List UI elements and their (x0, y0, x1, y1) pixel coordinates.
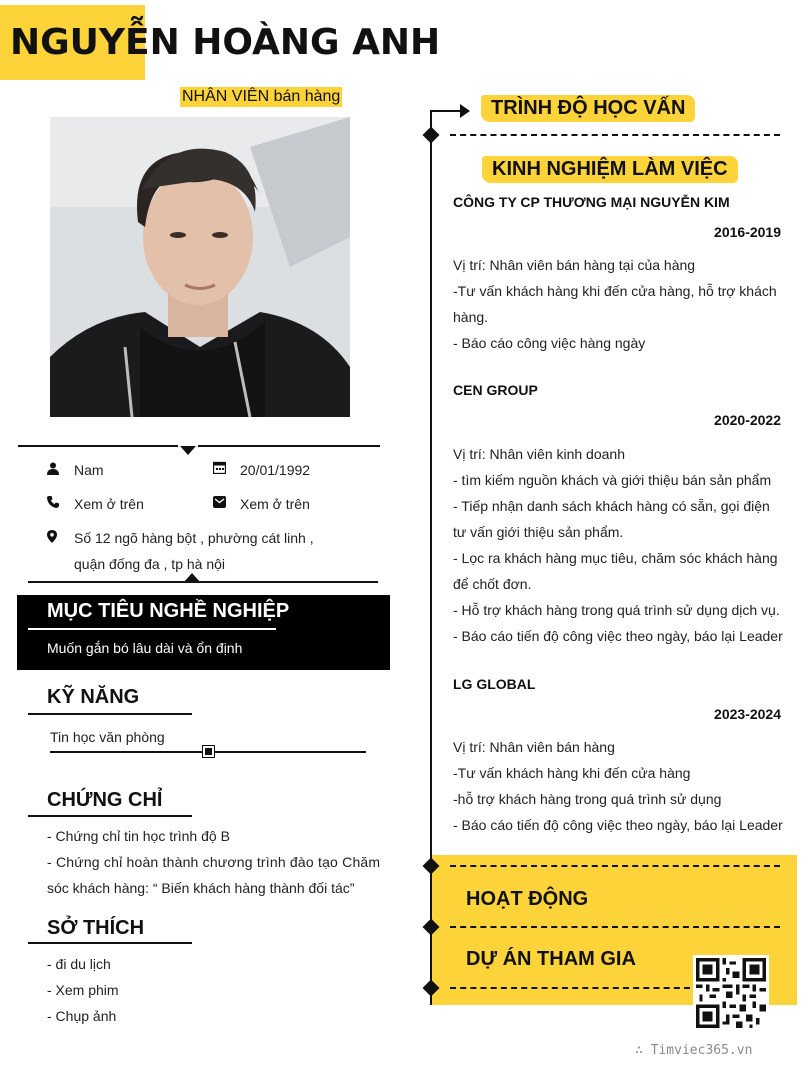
job-years: 2020-2022 (714, 412, 781, 428)
gender-value: Nam (74, 462, 104, 478)
objective-title: MỤC TIÊU NGHỀ NGHIỆP (47, 600, 290, 622)
hobbies-title: SỞ THÍCH (47, 917, 145, 939)
objective-text: Muốn gắn bó lâu dài và ổn định (47, 640, 243, 656)
job-years: 2016-2019 (714, 224, 781, 240)
skills-title: KỸ NĂNG (47, 686, 140, 708)
certificates-list (47, 823, 379, 901)
location-pin-icon (45, 530, 59, 544)
hobby-item: - đi du lịch (47, 956, 111, 972)
job-company: CEN GROUP (453, 382, 538, 398)
job-line: - Hỗ trợ khách hàng trong quá trình sử dụng dịch vụ. (453, 602, 780, 618)
job-line: tư vấn giới thiệu sản phẩm. (453, 524, 624, 540)
arrow-right-icon (460, 104, 470, 118)
watermark (635, 1043, 752, 1058)
job-line: -Tư vấn khách hàng khi đến cửa hàng, hỗ trợ khách (453, 283, 777, 299)
job-line: - Báo cáo công việc hàng ngày (453, 335, 646, 351)
job-description (453, 734, 783, 838)
job-line: để chốt đơn. (453, 576, 532, 592)
divider-line (198, 445, 380, 447)
birthdate-value: 20/01/1992 (240, 462, 311, 478)
hobby-item: - Xem phim (47, 982, 119, 998)
job-line: -Tư vấn khách hàng khi đến cửa hàng (453, 765, 691, 781)
skill-level-bar (50, 751, 366, 753)
experience-title: KINH NGHIỆM LÀM VIỆC (482, 156, 738, 183)
address-line-2: quận đống đa , tp hà nội (74, 556, 226, 572)
timeline-diamond (423, 127, 440, 144)
job-line: -hỗ trợ khách hàng trong quá trình sử dụng (453, 791, 722, 807)
dashed-separator (450, 865, 780, 867)
profile-photo (50, 117, 350, 417)
hobbies-list (47, 951, 119, 1029)
dashed-separator (450, 134, 780, 136)
job-line: - Báo cáo tiến độ công việc theo ngày, báo lại Leader (453, 628, 783, 644)
job-line: Vị trí: Nhân viên bán hàng tại của hàng (453, 257, 696, 273)
job-line: - tìm kiếm nguồn khách và giới thiệu bán sản phẩm (453, 472, 772, 488)
divider-arrow-down (180, 446, 196, 455)
job-line: - Lọc ra khách hàng mục tiêu, chăm sóc khách hàng (453, 550, 778, 566)
timeline-arrow-shaft (430, 110, 462, 112)
dashed-separator (450, 926, 780, 928)
job-position: NHÂN VIÊN bán hàng (182, 88, 341, 105)
job-description (453, 252, 783, 356)
calendar-icon (212, 461, 226, 475)
person-icon (46, 462, 60, 476)
certificate-line: sóc khách hàng: “ Biến khách hàng thành đối tác” (47, 880, 355, 896)
job-line: Vị trí: Nhân viên kinh doanh (453, 446, 625, 462)
certificate-line: - Chứng chỉ tin học trình độ B (47, 828, 230, 844)
email-value: Xem ở trên (240, 496, 310, 512)
activities-title: HOẠT ĐỘNG (466, 888, 589, 910)
education-title: TRÌNH ĐỘ HỌC VẤN (481, 95, 695, 122)
candidate-name: NGUYỄN HOÀNG ANH (10, 22, 441, 63)
hobby-item: - Chụp ảnh (47, 1008, 117, 1024)
qr-code-icon (693, 955, 769, 1031)
divider-arrow-up (184, 573, 200, 582)
skill-name: Tin học văn phòng (50, 729, 165, 745)
certificates-title: CHỨNG CHỈ (47, 789, 163, 811)
phone-value: Xem ở trên (74, 496, 144, 512)
watermark-icon: ∴ (635, 1043, 651, 1058)
skill-level-marker (203, 746, 214, 757)
job-company: CÔNG TY CP THƯƠNG MẠI NGUYỄN KIM (453, 194, 730, 210)
certificate-line: - Chứng chỉ hoàn thành chương trình đào tạo Chăm (47, 854, 381, 870)
watermark-text: Timviec365.vn (650, 1043, 753, 1058)
certificates-underline (28, 815, 192, 817)
projects-title: DỰ ÁN THAM GIA (466, 948, 636, 970)
job-line: hàng. (453, 309, 489, 325)
dashed-separator (450, 987, 690, 989)
job-company: LG GLOBAL (453, 676, 536, 692)
skills-underline (28, 713, 192, 715)
objective-underline (28, 628, 276, 630)
email-icon (212, 496, 226, 510)
job-years: 2023-2024 (714, 706, 781, 722)
job-description (453, 441, 783, 649)
phone-icon (46, 496, 60, 510)
job-line: - Tiếp nhận danh sách khách hàng có sẵn, gọi điện (453, 498, 770, 514)
divider-line (18, 445, 178, 447)
address-line-1: Số 12 ngõ hàng bột , phường cát linh , (74, 530, 314, 546)
divider-line (28, 581, 378, 583)
job-line: Vị trí: Nhân viên bán hàng (453, 739, 615, 755)
job-line: - Báo cáo tiến độ công việc theo ngày, báo lại Leader (453, 817, 783, 833)
hobbies-underline (28, 942, 192, 944)
